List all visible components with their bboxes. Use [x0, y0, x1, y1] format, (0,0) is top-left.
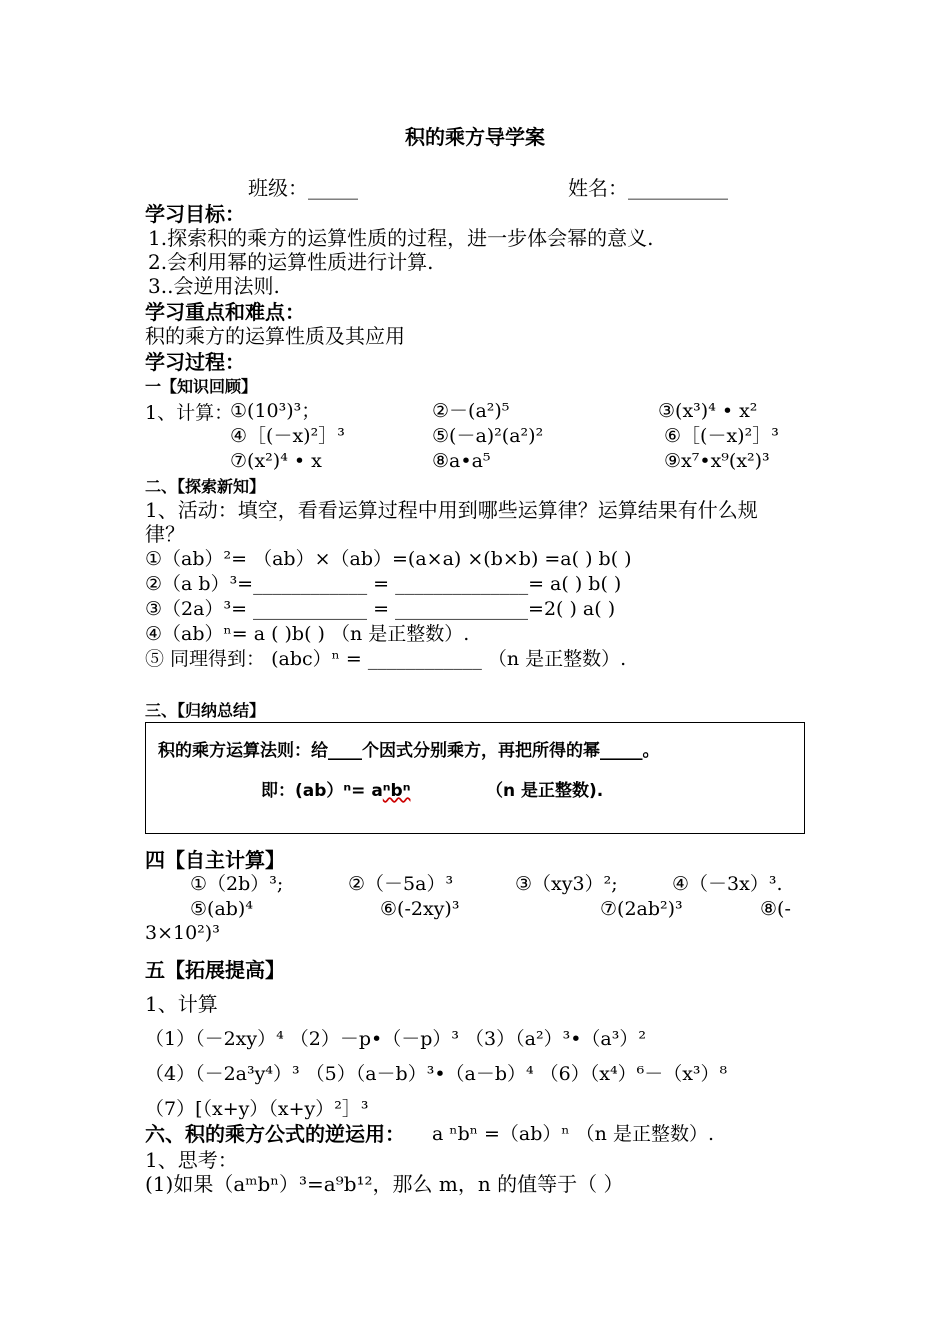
practice-item: ②（－5a）³ [348, 873, 454, 895]
practice-item: ⑥(-2xy)³ [380, 898, 460, 920]
explore-line: ②（a b）³=____________ = ______________= a( ) b( ) [145, 573, 622, 595]
goal-item: 3..会逆用法则. [148, 274, 280, 298]
section2-heading: 二、【探索新知】 [145, 477, 266, 496]
goal-item: 1.探索积的乘方的运算性质的过程，进一步体会幂的意义. [148, 226, 654, 250]
class-field[interactable]: 班级：_____ [248, 176, 358, 200]
explore-line: ①（ab）²= （ab）×（ab）=(a×a) ×(b×b) =a( ) b( ) [145, 548, 632, 570]
review-item: ⑧a•a⁵ [432, 450, 491, 472]
practice-item: ⑤(ab)⁴ [190, 898, 253, 920]
practice-item: ④（－3x）³. [672, 873, 783, 895]
name-field[interactable]: 姓名：__________ [568, 176, 728, 200]
inverse-formula: a ⁿbⁿ =（ab）ⁿ （n 是正整数）. [432, 1123, 714, 1145]
practice-item: ③（xy3）²; [515, 873, 618, 895]
keypoints-heading: 学习重点和难点： [145, 300, 305, 324]
goal-item: 2.会利用幂的运算性质进行计算. [148, 250, 434, 274]
summary-box [145, 722, 805, 834]
page-title: 积的乘方导学案 [405, 125, 545, 149]
section4-heading: 四【自主计算】 [145, 848, 285, 872]
section1-heading: 一【知识回顾】 [145, 377, 258, 396]
extend-line: （7）[（x+y）（x+y）²］³ [145, 1098, 369, 1120]
review-item: ⑨x⁷•x⁹(x²)³ [664, 450, 770, 472]
review-item: ⑤(－a)²(a²)² [432, 425, 544, 447]
review-item: ④［(－x)²］³ [230, 425, 345, 447]
think-label: 1、思考： [145, 1148, 238, 1172]
process-heading: 学习过程： [145, 350, 245, 374]
review-item: ⑦(x²)⁴ • x [230, 450, 322, 472]
explore-line: ④（ab）ⁿ= a ( )b( ) （n 是正整数）. [145, 623, 470, 645]
section6-heading: 六、积的乘方公式的逆运用： [145, 1122, 405, 1146]
section2-intro: 律？ [145, 522, 185, 546]
rule-formula [261, 779, 410, 803]
rule-text: 积的乘方运算法则：给____个因式分别乘方，再把所得的幂_____。 [158, 741, 660, 761]
extend-line: （1）（－2xy）⁴ （2）－p•（－p）³ （3）（a²）³•（a³）² [145, 1028, 646, 1050]
explore-line: ③（2a）³= ____________ = ______________=2( ) a( ) [145, 598, 616, 620]
goals-heading: 学习目标： [145, 202, 245, 226]
review-item: ③(x³)⁴ • x² [658, 400, 758, 422]
section1-prefix: 1、计算： [145, 402, 234, 424]
section2-intro: 1、活动：填空，看看运算过程中用到哪些运算律？运算结果有什么规 [145, 498, 758, 522]
review-item: ⑥［(－x)²］³ [664, 425, 779, 447]
keypoints-text: 积的乘方的运算性质及其应用 [145, 324, 405, 348]
practice-item: ⑧(- [760, 898, 791, 920]
formula-note: （n 是正整数). [486, 781, 604, 801]
section3-heading: 三、【归纳总结】 [145, 701, 266, 720]
formula-exponent: ⁿbⁿ [382, 781, 411, 801]
section5-sub: 1、计算 [145, 992, 218, 1016]
practice-item: ①（2b）³; [190, 873, 284, 895]
formula-prefix: 即：(ab）ⁿ= a [261, 781, 383, 801]
question-1: (1)如果（aᵐbⁿ）³=a⁹b¹²，那么 m，n 的值等于（ ） [145, 1172, 624, 1196]
practice-item: 3×10²)³ [145, 922, 220, 944]
review-item: ②－(a²)⁵ [432, 400, 510, 422]
section5-heading: 五【拓展提高】 [145, 958, 285, 982]
review-item: ①(10³)³； [230, 400, 321, 422]
extend-line: （4）（－2a³y⁴）³ （5）（a－b）³•（a－b）⁴ （6）（x⁴）⁶－（x³）⁸ [145, 1063, 728, 1085]
practice-item: ⑦(2ab²)³ [600, 898, 683, 920]
explore-line: ⑤ 同理得到： (abc）ⁿ = ____________ （n 是正整数）. [145, 648, 627, 670]
